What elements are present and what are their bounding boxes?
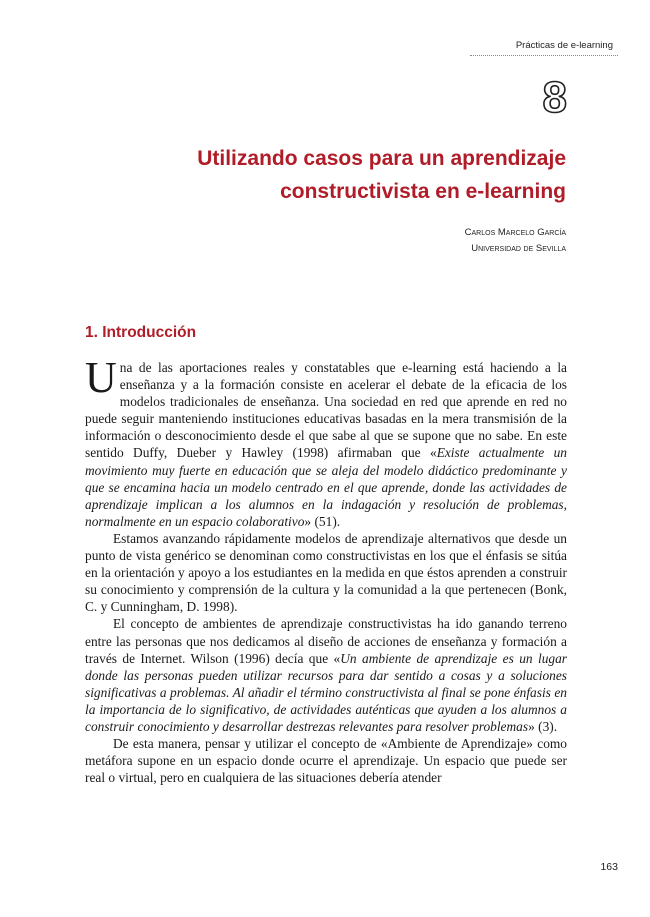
text-run: De esta manera, pensar y utilizar el concepto de «Ambiente de Aprendizaje» como metáfora supone en un espacio donde ocurre el aprendizaje. Un espacio que puede ser real o virtual, pero en cualquiera de las situaciones debería atender	[85, 736, 567, 786]
text-run: El concepto de ambientes de aprendizaje constructivistas ha ido ganando terreno entre las personas que nos dedicamos al diseño de acciones de enseñanza y formación a través de Internet. Wilson (1996) decía que «	[85, 616, 567, 666]
paragraph	[85, 353, 567, 530]
page-number: 163	[600, 861, 618, 873]
chapter-title-line: constructivista en e-learning	[280, 180, 566, 203]
chapter-title-line: Utilizando casos para un aprendizaje	[197, 147, 566, 170]
text-run: Estamos avanzando rápidamente modelos de aprendizaje alternativos que desde un punto de vista genérico se denominan como constructivistas en los que el énfasis se sitúa en la orientación y apoyo a los estudiantes en la medida en que éstos aprenden a construir su conocimiento y comprensión de la cultura y la comunidad a la que pertenecen (Bonk, C. y Cunningham, D. 1998).	[85, 530, 567, 615]
text-run: » (51).	[304, 513, 341, 529]
running-head: Prácticas de e-learning	[515, 40, 613, 51]
author-name: Carlos Marcelo García	[464, 227, 566, 238]
paragraph	[85, 615, 567, 735]
paragraph	[85, 530, 567, 615]
body-text	[85, 353, 567, 786]
paragraph	[85, 735, 567, 786]
quote-run: Existe actualmente un movimiento muy fuerte en educación que se aleja del modelo didáctico predominante y que se encamina hacia un modelo centrado en el que aprende, donde las actividades de aprendizaje implican a los alumnos en la indagación y resolución de problemas, normalmente en un espacio colaborativo	[85, 445, 567, 529]
section-heading: 1. Introducción	[85, 324, 197, 341]
chapter-title	[140, 142, 566, 208]
text-run: » (3).	[528, 718, 558, 734]
text-run: na de las aportaciones reales y constatables que e-learning está haciendo a la enseñanza y a la formación consiste en acelerar el debate de la eficacia de los modelos tradicionales de enseñanza. Una sociedad en red que aprende en red no puede seguir manteniendo instituciones educativas basadas en la mera transmisión de la información o desconocimiento desde el que sabe al que se supone que no sabe. En este sentido Duffy, Dueber y Hawley (1998) afirmaban que «	[85, 360, 567, 461]
quote-run: Un ambiente de aprendizaje es un lugar donde las personas pueden utilizar recursos para dar sentido a cosas y a soluciones significativas a problemas. Al añadir el término constructivista al final se pone énfasis en la importancia de lo significativo, de actividades auténticas que ayuden a los alumnos a construir conocimiento y desarrollar destrezas relevantes para resolver problemas	[85, 650, 567, 734]
drop-cap: U	[85, 353, 117, 402]
author-affiliation: Universidad de Sevilla	[471, 243, 566, 254]
header-rule	[470, 55, 618, 56]
author-block	[300, 225, 566, 257]
chapter-number: 8	[542, 73, 567, 122]
